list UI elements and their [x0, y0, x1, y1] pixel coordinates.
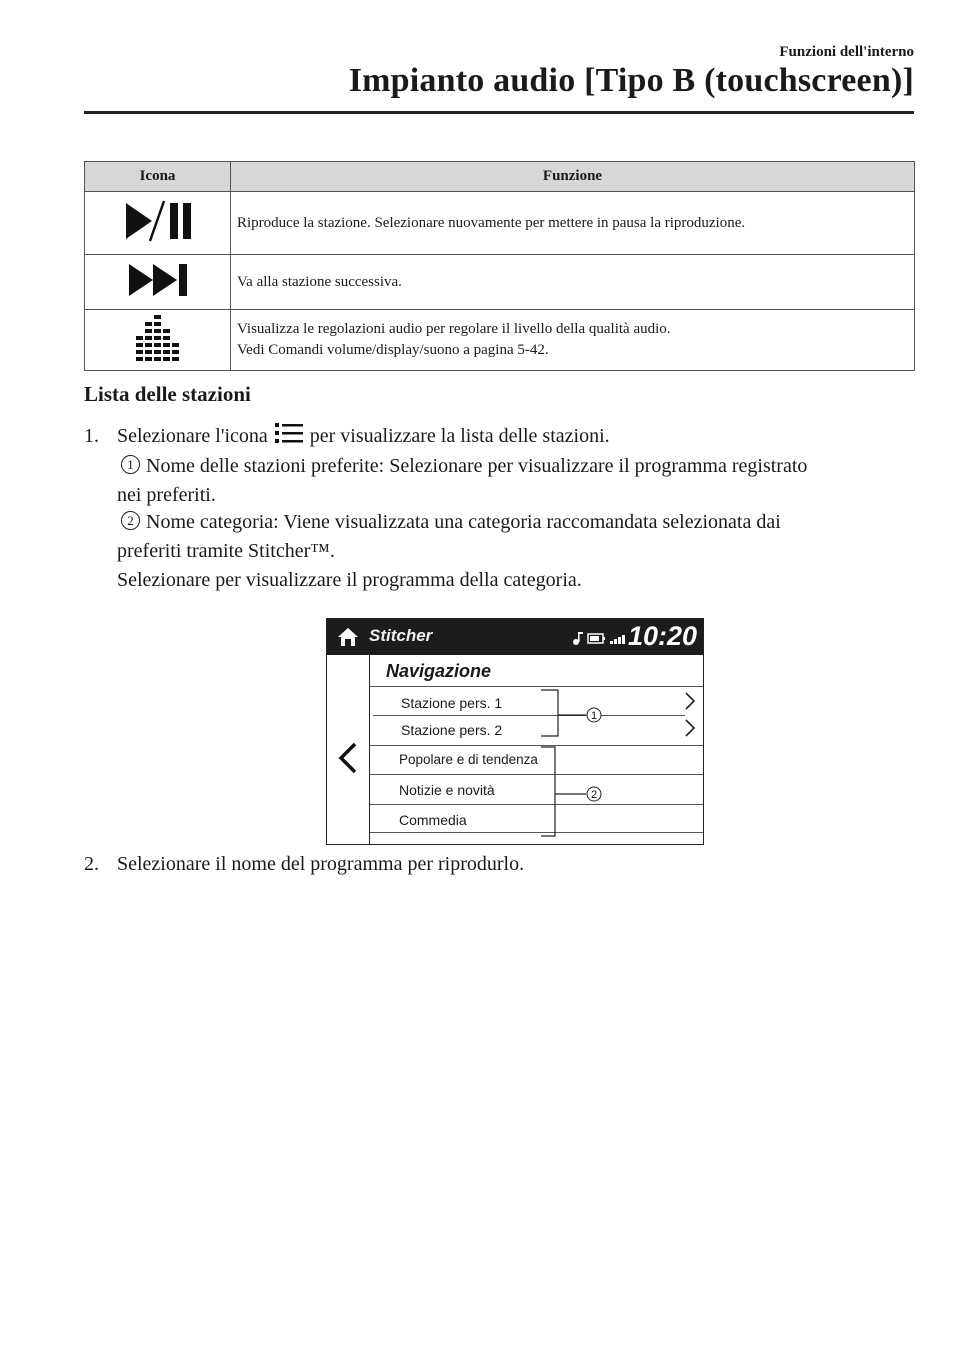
category-popular[interactable]: Popolare e di tendenza — [399, 752, 538, 767]
table-header-row — [85, 162, 915, 192]
step-number: 1. — [84, 425, 99, 448]
note-text: nei preferiti. — [117, 484, 216, 506]
row-text: Visualizza le regolazioni audio per regolare il livello della qualità audio. — [237, 321, 671, 337]
table-row — [85, 192, 915, 255]
favorite-station-2[interactable]: Stazione pers. 2 — [401, 722, 503, 738]
header-section: Funzioni dell'interno — [779, 44, 914, 60]
play-pause-icon — [122, 199, 194, 243]
callout-2: 2 — [590, 789, 598, 801]
category-news[interactable]: Notizie e novità — [399, 782, 495, 798]
page-title: Impianto audio [Tipo B (touchscreen)] — [348, 62, 914, 99]
app-name: Stitcher — [369, 626, 433, 645]
note-text: preferiti tramite Stitcher™. — [117, 540, 335, 562]
stitcher-screen — [326, 618, 704, 845]
category-comedy[interactable]: Commedia — [399, 812, 467, 828]
callout-marker-2: 2 — [121, 511, 140, 530]
row-text: Vedi Comandi volume/display/suono a pagina 5-42. — [237, 342, 549, 358]
equalizer-icon — [130, 313, 186, 363]
table-row — [85, 255, 915, 310]
list-icon — [275, 422, 303, 453]
header-rule — [84, 111, 914, 114]
step-text: Selezionare il nome del programma per riprodurlo. — [117, 853, 525, 875]
step-2 — [84, 850, 524, 879]
favorite-station-1[interactable]: Stazione pers. 1 — [401, 695, 503, 711]
note-text: Nome categoria: Viene visualizzata una categoria raccomandata selezionata dai — [146, 511, 781, 533]
table-row — [85, 310, 915, 371]
row-text: Va alla stazione successiva. — [237, 273, 402, 290]
callout-lines — [327, 619, 703, 844]
step-number: 2. — [84, 853, 99, 875]
col-header-icon: Icona — [85, 162, 231, 192]
next-track-icon — [125, 260, 191, 300]
note-text: Nome delle stazioni preferite: Selezionare per visualizzare il programma registrato — [146, 455, 808, 477]
chevron-right-icon — [686, 720, 694, 736]
screen-title: Navigazione — [386, 661, 492, 681]
col-header-function: Funzione — [231, 162, 915, 192]
chevron-right-icon — [686, 693, 694, 709]
section-title: Lista delle stazioni — [84, 382, 251, 406]
callout-1: 1 — [590, 710, 598, 722]
step-text: per visualizzare la lista delle stazioni. — [309, 425, 610, 448]
note-1 — [117, 452, 907, 510]
step-text: Selezionare l'icona — [117, 425, 268, 448]
icon-table — [84, 161, 915, 371]
note-text: Selezionare per visualizzare il programma della categoria. — [117, 569, 582, 591]
callout-marker-1: 1 — [121, 455, 140, 474]
note-2 — [117, 508, 907, 595]
step-1 — [84, 422, 904, 453]
row-text: Riproduce la stazione. Selezionare nuovamente per mettere in pausa la riproduzione. — [237, 214, 746, 231]
clock: 10:20 — [627, 621, 697, 651]
